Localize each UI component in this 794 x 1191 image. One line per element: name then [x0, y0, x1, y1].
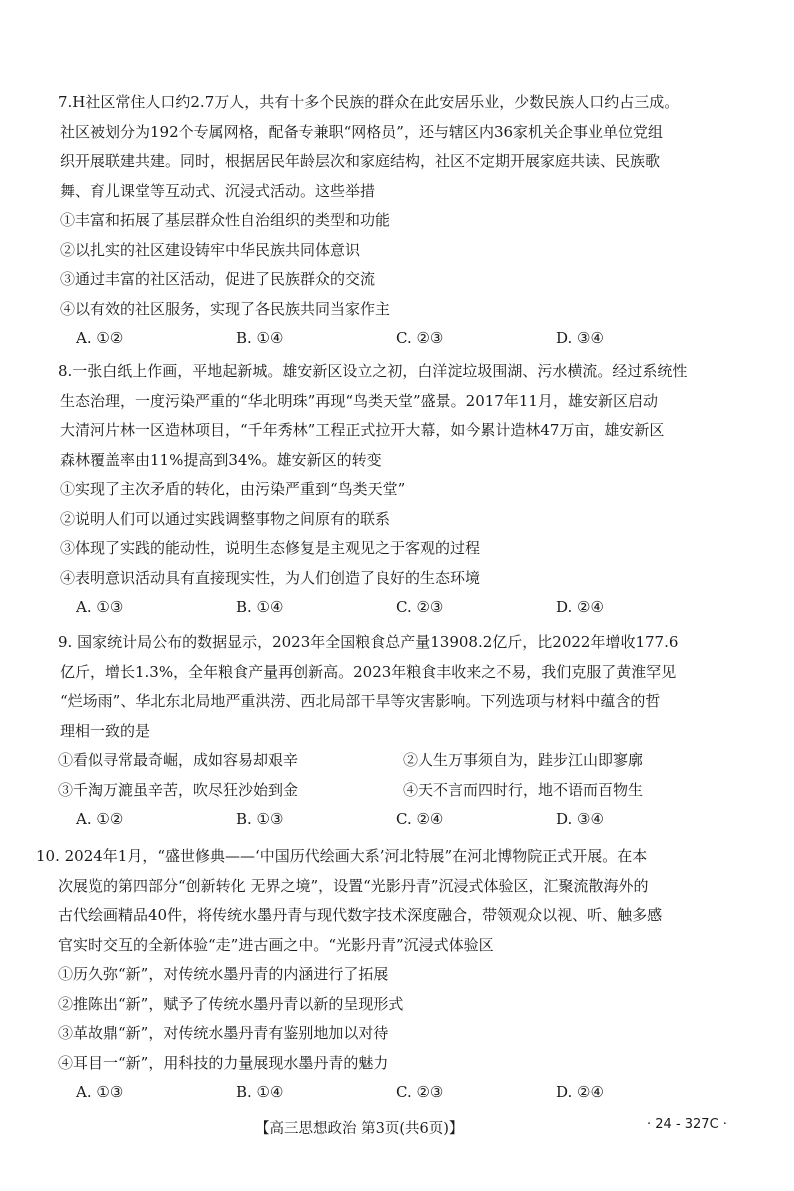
question-8-option: ①实现了主次矛盾的转化，由污染严重到“鸟类天堂”	[60, 480, 406, 498]
question-7-stem-line: 社区被划分为192个专属网格，配备专兼职“网格员”，还与辖区内36家机关企事业单位党组	[60, 122, 664, 141]
choice-c: C. ②③	[396, 1083, 444, 1101]
choice-a: A. ①②	[76, 810, 124, 828]
question-7-stem-line: 7.H社区常住人口约2.7万人，共有十多个民族的群众在此安居乐业，少数民族人口约占三成。	[58, 93, 680, 111]
question-10-option: ①历久弥“新”，对传统水墨丹青的内涵进行了拓展	[58, 965, 389, 983]
choice-d: D. ②④	[556, 1083, 604, 1101]
question-10-choices	[36, 1078, 716, 1108]
question-9-option-row	[58, 746, 748, 776]
question-8-option: ④表明意识活动具有直接现实性，为人们创造了良好的生态环境	[60, 568, 481, 587]
question-10-stem-line: 官实时交互的全新体验“走”进古画之中。“光影丹青”沉浸式体验区	[58, 935, 494, 954]
choice-b: B. ①④	[236, 598, 284, 616]
question-9-stem-line: 亿斤，增长1.3%，全年粮食产量再创新高。2023年粮食丰收来之不易，我们克服了黄淮罕见	[60, 662, 677, 681]
question-9-option: ③千淘万漉虽辛苦，吹尽狂沙始到金	[58, 780, 299, 799]
question-8-stem-line: 生态治理，一度污染严重的“华北明珠”再现“鸟类天堂”盛景。2017年11月，雄安新区启动	[60, 391, 658, 410]
choice-a: A. ①②	[76, 329, 124, 347]
choice-a: A. ①③	[76, 1083, 124, 1101]
question-10	[36, 842, 748, 1108]
question-10-stem-line: 10. 2024年1月，“盛世修典——‘中国历代绘画大系’河北特展”在河北博物院正式开展。在本	[36, 847, 648, 865]
question-9-option: ④天不言而四时行，地不语而百物生	[403, 780, 644, 799]
question-7-stem-line: 舞、育儿课堂等互动式、沉浸式活动。这些举措	[60, 181, 376, 200]
choice-d: D. ③④	[556, 329, 604, 347]
choice-c: C. ②④	[396, 810, 444, 828]
question-7-stem-line: 织开展联建共建。同时，根据居民年龄层次和家庭结构，社区不定期开展家庭共读、民族歌	[60, 152, 661, 170]
question-9-option: ②人生万事须自为，跬步江山即寥廓	[403, 751, 644, 769]
choice-c: C. ②③	[396, 329, 444, 347]
question-8-stem-line: 森林覆盖率由11%提高到34%。雄安新区的转变	[60, 450, 382, 469]
question-9	[58, 628, 748, 835]
question-9-option: ①看似寻常最奇崛，成如容易却艰辛	[58, 751, 299, 769]
question-8	[58, 357, 748, 623]
choice-b: B. ①④	[236, 329, 284, 347]
question-10-option: ④耳目一“新”，用科技的力量展现水墨丹青的魅力	[58, 1053, 389, 1072]
question-7-option: ②以扎实的社区建设铸牢中华民族共同体意识	[60, 240, 361, 259]
page-number-label: 【高三思想政治 第3页(共6页)】	[255, 1121, 464, 1137]
question-8-option: ③体现了实践的能动性，说明生态修复是主观见之于客观的过程	[60, 539, 481, 557]
question-10-stem-line: 次展览的第四部分“创新转化 无界之境”，设置“光影丹青”沉浸式体验区，汇聚流散海外的	[58, 876, 649, 895]
choice-d: D. ②④	[556, 598, 604, 616]
choice-c: C. ②③	[396, 598, 444, 616]
question-9-stem-line: “烂场雨”、华北东北局地严重洪涝、西北局部干旱等灾害影响。下列选项与材料中蕴含的哲	[60, 692, 661, 710]
question-7-option: ①丰富和拓展了基层群众性自治组织的类型和功能	[60, 211, 391, 229]
question-8-option: ②说明人们可以通过实践调整事物之间原有的联系	[60, 509, 391, 528]
choice-b: B. ①④	[236, 1083, 284, 1101]
question-7-option: ④以有效的社区服务，实现了各民族共同当家作主	[60, 299, 391, 318]
question-7	[58, 88, 748, 354]
question-7-option: ③通过丰富的社区活动，促进了民族群众的交流	[60, 270, 376, 288]
question-7-choices	[58, 324, 716, 354]
choice-b: B. ①③	[236, 810, 284, 828]
choice-d: D. ③④	[556, 810, 604, 828]
choice-a: A. ①③	[76, 598, 124, 616]
question-9-option-row	[58, 776, 748, 806]
question-9-choices	[58, 805, 716, 835]
question-10-stem-line: 古代绘画精品40件，将传统水墨丹青与现代数字技术深度融合，带领观众以视、听、触多感	[58, 906, 663, 924]
question-10-option: ③革故鼎“新”，对传统水墨丹青有鉴别地加以对待	[58, 1024, 389, 1042]
question-9-stem-line: 9. 国家统计局公布的数据显示，2023年全国粮食总产量13908.2亿斤，比2022年增收177.6	[58, 633, 679, 651]
question-10-option: ②推陈出“新”，赋予了传统水墨丹青以新的呈现形式	[58, 994, 404, 1013]
question-8-stem-line: 8.一张白纸上作画，平地起新城。雄安新区设立之初，白洋淀垃圾围湖、污水横流。经过系统性	[58, 362, 688, 380]
exam-code: · 24 - 327C ·	[647, 1117, 727, 1132]
question-8-stem-line: 大清河片林一区造林项目，“千年秀林”工程正式拉开大幕，如今累计造林47万亩，雄安新区	[60, 421, 665, 439]
question-9-stem-line: 理相一致的是	[60, 721, 151, 740]
question-8-choices	[58, 593, 716, 623]
